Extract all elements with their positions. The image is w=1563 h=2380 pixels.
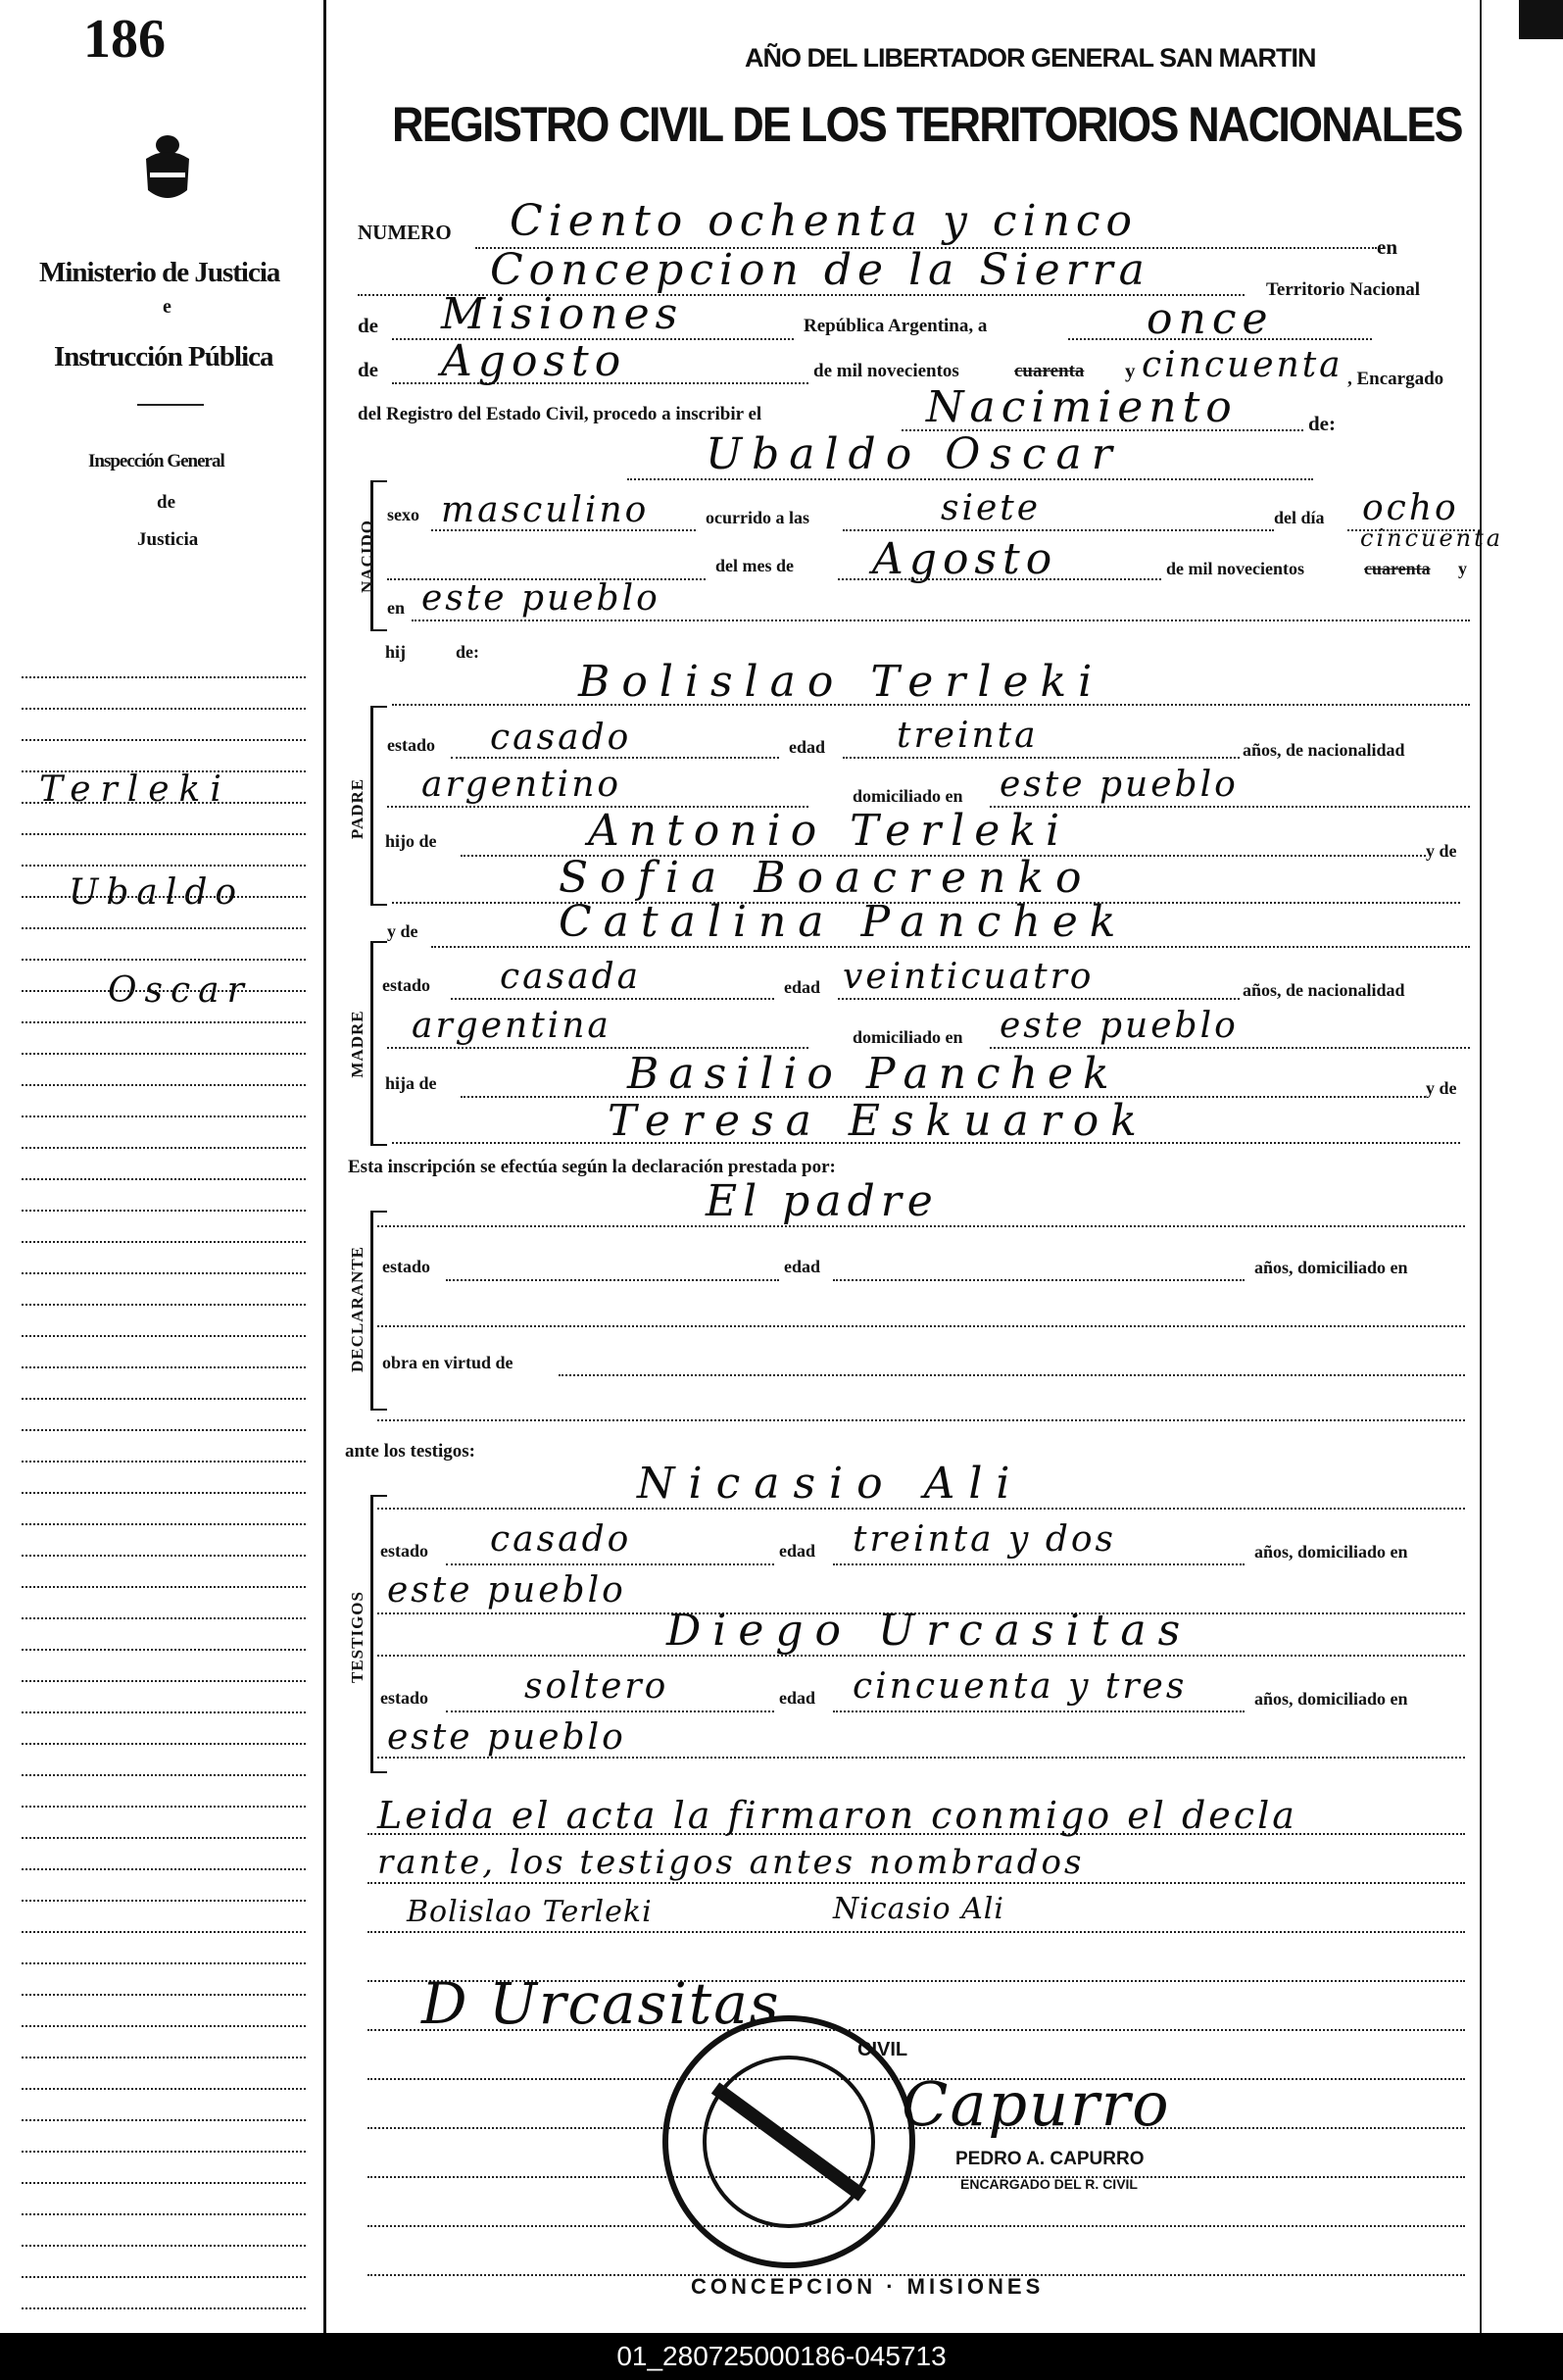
label-territorio: Territorio Nacional xyxy=(1266,279,1421,300)
field-padre-nac: argentino xyxy=(421,765,622,805)
field-madre-dom: este pueblo xyxy=(1000,1006,1239,1046)
margin-ruled-line xyxy=(22,1084,306,1086)
field-mes-inscr: Agosto xyxy=(441,336,627,386)
label-padre-edad: edad xyxy=(789,737,826,757)
ministry-line1: Ministerio de Justicia xyxy=(39,257,280,288)
label-t2-estado: estado xyxy=(380,1688,428,1708)
field-hora: siete xyxy=(941,488,1042,528)
label-padre-estado: estado xyxy=(387,735,435,755)
field-madre-nac: argentina xyxy=(412,1006,611,1046)
margin-ruled-line xyxy=(22,1178,306,1180)
field-anio-nac: cincuenta xyxy=(1360,524,1504,552)
field-madre-padre: Basilio Panchek xyxy=(627,1049,1119,1099)
closing-ruled-line xyxy=(367,1931,1465,1933)
margin-ruled-line xyxy=(22,1900,306,1902)
seal-ring-text: CONCEPCION · MISIONES xyxy=(691,2274,1045,2299)
closing-ruled-line xyxy=(367,1882,1465,1884)
inspection-line3: Justicia xyxy=(137,529,199,550)
margin-ruled-line xyxy=(22,2119,306,2121)
field-t2-estado: soltero xyxy=(524,1666,669,1707)
margin-ruled-line xyxy=(22,2088,306,2090)
label-del-mes: del mes de xyxy=(715,556,794,575)
line-lugar-nac xyxy=(412,620,1470,621)
closing-line-1: Leida el acta la firmaron conmigo el decla xyxy=(377,1794,1297,1837)
field-mes-nac: Agosto xyxy=(872,534,1058,584)
line-madre-estado xyxy=(451,998,774,1000)
margin-ruled-line xyxy=(22,1398,306,1400)
label-decl-edad: edad xyxy=(784,1257,821,1276)
signature-witness-1: Nicasio Ali xyxy=(833,1892,1004,1926)
margin-ruled-line xyxy=(22,2213,306,2215)
margin-surname: Terleki xyxy=(39,769,231,810)
line-t2-estado xyxy=(446,1711,774,1712)
margin-ruled-line xyxy=(22,1210,306,1212)
margin-ruled-line xyxy=(22,865,306,867)
margin-column xyxy=(0,0,323,2333)
field-madre-nombre: Catalina Panchek xyxy=(559,897,1128,947)
label-y-2: y xyxy=(1458,559,1467,578)
label-padre-dom: domiciliado en xyxy=(853,786,963,806)
field-padre-padre: Antonio Terleki xyxy=(588,806,1070,856)
label-de-1: de xyxy=(358,314,378,337)
margin-ruled-line xyxy=(22,676,306,678)
ministry-line3: Instrucción Pública xyxy=(54,341,273,372)
label-madre: MADRE xyxy=(348,1010,366,1078)
field-madre-madre: Teresa Eskuarok xyxy=(608,1096,1148,1146)
officer-title: ENCARGADO DEL R. CIVIL xyxy=(960,2176,1138,2192)
margin-ruled-line xyxy=(22,1962,306,1964)
margin-ruled-line xyxy=(22,1994,306,1996)
label-y-de: y de xyxy=(1426,841,1457,861)
field-numero: Ciento ochenta y cinco xyxy=(510,196,1139,246)
label-padre-anos: años, de nacionalidad xyxy=(1243,740,1405,760)
field-padre-estado: casado xyxy=(490,718,632,758)
margin-ruled-line xyxy=(22,770,306,772)
margin-ruled-line xyxy=(22,708,306,710)
margin-ruled-line xyxy=(22,1304,306,1306)
label-hija-de: hija de xyxy=(385,1073,437,1093)
signature-officer: Capurro xyxy=(902,2068,1171,2140)
label-obra: obra en virtud de xyxy=(382,1353,513,1372)
margin-ruled-line xyxy=(22,2245,306,2247)
label-t1-edad: edad xyxy=(779,1541,816,1561)
folio-number: 186 xyxy=(83,9,166,70)
label-t2-edad: edad xyxy=(779,1688,816,1708)
line-obra xyxy=(559,1374,1465,1376)
field-padre-madre: Sofia Boacrenko xyxy=(559,853,1094,903)
seal-center-text: CIVIL xyxy=(857,2039,908,2060)
line-madre-edad xyxy=(838,998,1240,1000)
field-territorio: Misiones xyxy=(441,289,684,339)
margin-given-2: Oscar xyxy=(108,970,252,1011)
bracket-madre xyxy=(370,941,387,1146)
label-en-lugar: en xyxy=(387,598,405,618)
label-padre: PADRE xyxy=(348,777,366,840)
field-lugar: Concepcion de la Sierra xyxy=(490,245,1150,295)
label-hijo-de: hij xyxy=(385,642,407,662)
label-y: y xyxy=(1125,359,1136,382)
bracket-testigos xyxy=(370,1495,387,1773)
label-testigos: ante los testigos: xyxy=(345,1441,475,1462)
label-cuarenta-strike: cuarenta xyxy=(1014,361,1085,381)
officer-name: PEDRO A. CAPURRO xyxy=(955,2149,1145,2169)
margin-ruled-line xyxy=(22,1806,306,1808)
label-de-2: de xyxy=(358,358,378,381)
document-id: 01_280725000186-045713 xyxy=(616,2341,947,2371)
label-en: en xyxy=(1377,235,1397,259)
margin-ruled-line xyxy=(22,1053,306,1055)
margin-ruled-line xyxy=(22,1366,306,1368)
label-numero: NUMERO xyxy=(358,221,452,244)
label-t1-estado: estado xyxy=(380,1541,428,1561)
margin-ruled-line xyxy=(22,2276,306,2278)
margin-ruled-line xyxy=(22,1743,306,1745)
page-corner-right xyxy=(1519,0,1563,39)
line-t1-estado xyxy=(446,1563,774,1565)
line-t1-edad xyxy=(833,1563,1245,1565)
footer-bar xyxy=(0,2333,1563,2380)
label-nacido: NACIDO xyxy=(358,520,376,593)
margin-ruled-line xyxy=(22,833,306,835)
margin-ruled-line xyxy=(22,990,306,992)
label-madre-estado: estado xyxy=(382,975,430,995)
margin-ruled-line xyxy=(22,1335,306,1337)
field-padre-edad: treinta xyxy=(897,716,1039,756)
line-hora xyxy=(843,529,1274,531)
margin-ruled-line xyxy=(22,1492,306,1494)
label-de-colon: de: xyxy=(1308,412,1336,435)
label-declaracion: Esta inscripción se efectúa según la declaración prestada por: xyxy=(348,1157,836,1177)
label-declarante: DECLARANTE xyxy=(348,1245,366,1372)
margin-ruled-line xyxy=(22,1272,306,1274)
page-border-left xyxy=(323,0,326,2333)
field-acto: Nacimiento xyxy=(926,382,1238,432)
field-dia-inscr: once xyxy=(1147,294,1274,344)
label-testigos-v: TESTIGOS xyxy=(348,1591,366,1683)
margin-ruled-line xyxy=(22,1241,306,1243)
margin-divider xyxy=(137,404,204,406)
field-lugar-nac: este pueblo xyxy=(421,578,660,619)
field-testigo2: Diego Urcasitas xyxy=(666,1606,1193,1656)
margin-ruled-line xyxy=(22,1147,306,1149)
margin-ruled-line xyxy=(22,927,306,929)
margin-ruled-line xyxy=(22,896,306,898)
margin-ruled-line xyxy=(22,1617,306,1619)
field-padre-nombre: Bolislao Terleki xyxy=(578,657,1104,707)
bracket-declarante xyxy=(370,1211,387,1411)
label-madre-dom: domiciliado en xyxy=(853,1027,963,1047)
label-del-dia: del día xyxy=(1274,508,1325,527)
label-madre-edad: edad xyxy=(784,977,821,997)
margin-given-1: Ubaldo xyxy=(69,872,245,913)
label-madre-anos: años, de nacionalidad xyxy=(1243,980,1405,1000)
field-declarante: El padre xyxy=(706,1176,939,1226)
margin-ruled-line xyxy=(22,2307,306,2309)
margin-ruled-line xyxy=(22,1461,306,1463)
field-t2-edad: cincuenta y tres xyxy=(853,1666,1188,1707)
field-dia-nac: ocho xyxy=(1362,488,1459,528)
label-encargado: , Encargado xyxy=(1347,369,1444,389)
label-decl-estado: estado xyxy=(382,1257,430,1276)
label-sexo: sexo xyxy=(387,505,419,524)
label-t2-anos: años, domiciliado en xyxy=(1254,1689,1408,1709)
field-t1-estado: casado xyxy=(490,1519,632,1560)
inspection-line2: de xyxy=(157,492,175,513)
label-y-de-3: y de xyxy=(1426,1078,1457,1098)
coat-of-arms-icon xyxy=(142,125,193,206)
bracket-padre xyxy=(370,706,387,906)
label-y-de-2: y de xyxy=(387,921,418,941)
margin-ruled-line xyxy=(22,1555,306,1557)
line-decl-estado xyxy=(446,1279,779,1281)
margin-ruled-line xyxy=(22,1429,306,1431)
field-padre-dom: este pueblo xyxy=(1000,765,1239,805)
field-madre-estado: casada xyxy=(500,957,642,997)
label-republica: República Argentina, a xyxy=(804,316,988,336)
label-t1-anos: años, domiciliado en xyxy=(1254,1542,1408,1562)
field-t1-dom: este pueblo xyxy=(387,1570,626,1611)
closing-line-2: rante, los testigos antes nombrados xyxy=(377,1843,1085,1882)
field-madre-edad: veinticuatro xyxy=(843,957,1095,997)
line-decl-dom xyxy=(377,1325,1465,1327)
margin-ruled-line xyxy=(22,1021,306,1023)
margin-ruled-line xyxy=(22,2151,306,2153)
label-del-registro: del Registro del Estado Civil, procedo a inscribir el xyxy=(358,404,762,424)
year-motto: AÑO DEL LIBERTADOR GENERAL SAN MARTIN xyxy=(745,43,1316,73)
margin-ruled-line xyxy=(22,739,306,741)
label-mil-2: de mil novecientos xyxy=(1166,559,1304,578)
signature-father: Bolislao Terleki xyxy=(407,1895,653,1929)
field-t2-dom: este pueblo xyxy=(387,1717,626,1758)
line-padre-edad xyxy=(843,757,1240,759)
margin-ruled-line xyxy=(22,1649,306,1651)
margin-ruled-line xyxy=(22,1523,306,1525)
inspection-line1: Inspección General xyxy=(88,451,224,471)
line-t2-edad xyxy=(833,1711,1245,1712)
margin-ruled-line xyxy=(22,2057,306,2058)
margin-ruled-line xyxy=(22,1774,306,1776)
field-anio-inscr: cincuenta xyxy=(1142,345,1343,385)
margin-ruled-line xyxy=(22,1680,306,1682)
field-sexo: masculino xyxy=(441,490,650,530)
label-de-3: de: xyxy=(456,642,479,662)
field-t1-edad: treinta y dos xyxy=(853,1519,1117,1560)
margin-ruled-line xyxy=(22,1116,306,1117)
line-decl-edad xyxy=(833,1279,1245,1281)
margin-ruled-line xyxy=(22,2182,306,2184)
label-mil: de mil novecientos xyxy=(813,361,959,381)
label-hijo-de-2: hijo de xyxy=(385,831,437,851)
ministry-line2: e xyxy=(163,296,171,318)
margin-ruled-line xyxy=(22,802,306,804)
label-cuarenta-2: cuarenta xyxy=(1364,559,1431,578)
margin-ruled-line xyxy=(22,1931,306,1933)
label-ocurrido: ocurrido a las xyxy=(706,508,809,527)
line-obra-2 xyxy=(377,1419,1465,1421)
field-nombre: Ubaldo Oscar xyxy=(706,429,1122,479)
margin-ruled-line xyxy=(22,2025,306,2027)
margin-ruled-line xyxy=(22,1868,306,1870)
page-title: REGISTRO CIVIL DE LOS TERRITORIOS NACIONALES xyxy=(392,97,1462,152)
field-testigo1: Nicasio Ali xyxy=(637,1459,1024,1509)
margin-ruled-line xyxy=(22,959,306,961)
page-border-right xyxy=(1480,0,1482,2333)
margin-ruled-line xyxy=(22,1711,306,1713)
signature-witness-2: D Urcasitas xyxy=(421,1970,781,2037)
margin-ruled-line xyxy=(22,1586,306,1588)
label-decl-anos: años, domiciliado en xyxy=(1254,1258,1408,1277)
margin-ruled-line xyxy=(22,1837,306,1839)
